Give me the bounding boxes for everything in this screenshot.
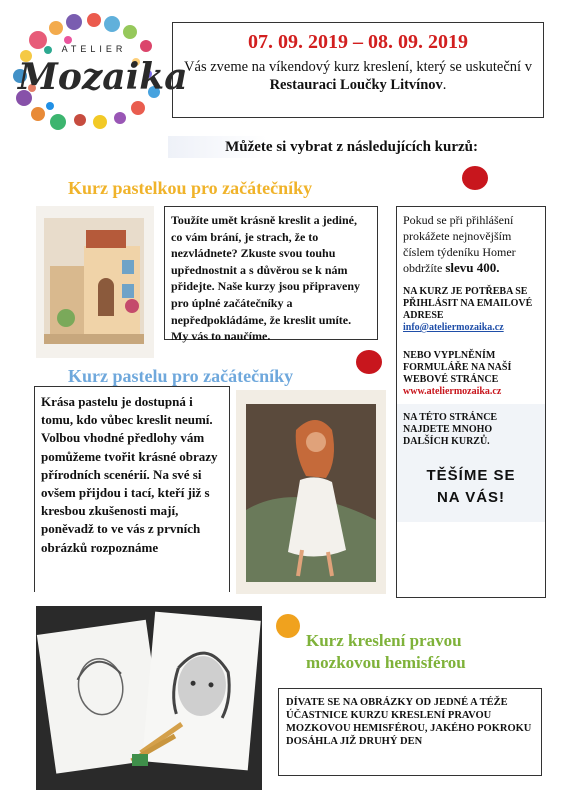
- course2-title: Kurz pastelu pro začátečníky: [68, 366, 294, 386]
- form-registration-label: NEBO VYPLNĚNÍM FORMULÁŘE NA NAŠÍ WEBOVÉ STRÁNCE: [403, 350, 512, 385]
- course1-drawing-image: [36, 206, 154, 358]
- more-courses-text: NA TÉTO STRÁNCE NAJDETE MNOHO DALŠÍCH KURZŮ.: [403, 412, 498, 447]
- red-paint-blot: [356, 350, 382, 374]
- orange-paint-blot: [276, 614, 300, 638]
- discount-info: [403, 212, 539, 276]
- discount-text: Pokud se při přihlášení prokážete nejnovějším číslem týdeníku Homer obdržíte: [403, 213, 516, 275]
- course3-description: DÍVATE SE NA OBRÁZKY OD JEDNÉ A TÉŽE ÚČASTNICE KURZU KRESLENÍ PRAVOU MOZKOVOU HEMISFÉROU, JAKÉHO POKROKU DOSÁHLA JIŽ DRUHÝ DEN: [278, 688, 542, 776]
- course3-portraits-image: [36, 606, 262, 790]
- event-intro: [173, 58, 543, 94]
- red-paint-blot: [462, 166, 488, 190]
- website-link[interactable]: www.ateliermozaika.cz: [403, 386, 502, 397]
- closing-line-2: NA VÁS!: [436, 489, 506, 506]
- intro-text-before: Vás zveme na víkendový kurz kreslení, který se uskuteční v: [184, 59, 532, 75]
- course2-pastel-image: [236, 390, 386, 594]
- intro-text-after: .: [442, 77, 447, 93]
- course2-description: Krása pastelu je dostupná i tomu, kdo vůbec kreslit neumí. Volbou vhodné předlohy vám pomůžeme tvořit krásné obrazy přírodních scenérií. Na své si ovšem přijdou i tací, kteří již s kresbou zkušenosti mají, poněvadž to ve vás z prvních obrázků rozpoznáme: [34, 386, 230, 592]
- course3-title-line2: mozkovou hemisférou: [306, 653, 466, 672]
- event-dates: 07. 09. 2019 – 08. 09. 2019: [248, 31, 468, 53]
- course1-title: Kurz pastelkou pro začátečníky: [68, 178, 313, 198]
- email-registration-label: NA KURZ JE POTŘEBA SE PŘIHLÁSIT NA EMAILOVÉ ADRESE: [403, 286, 533, 321]
- course1-description: Toužíte umět krásně kreslit a jediné, co vám brání, je strach, že to nezvládnete? Zkuste svou touhu upřednostnit a s důvěrou se k nám přidejte. Naše kurzy jsou připraveny pro úplné začátečníky a nepředpokládáme, že kreslit umíte. My vás to naučíme.: [164, 206, 378, 340]
- email-link[interactable]: info@ateliermozaika.cz: [403, 322, 504, 333]
- course3-title-line1: Kurz kreslení pravou: [306, 631, 462, 650]
- courses-intro-heading: Můžete si vybrat z následujících kurzů:: [168, 136, 498, 158]
- mozaika-logo: [8, 10, 188, 130]
- registration-sidebar: [396, 206, 546, 598]
- logo-atelier-text: ATELIER: [61, 44, 127, 54]
- discount-amount: slevu 400.: [445, 260, 500, 275]
- event-info-box: [172, 22, 544, 118]
- logo-mozaika-text: Mozaika: [18, 56, 188, 98]
- venue-name: Restauraci Loučky Litvínov: [269, 77, 443, 93]
- closing-line-1: TĚŠÍME SE: [426, 467, 516, 484]
